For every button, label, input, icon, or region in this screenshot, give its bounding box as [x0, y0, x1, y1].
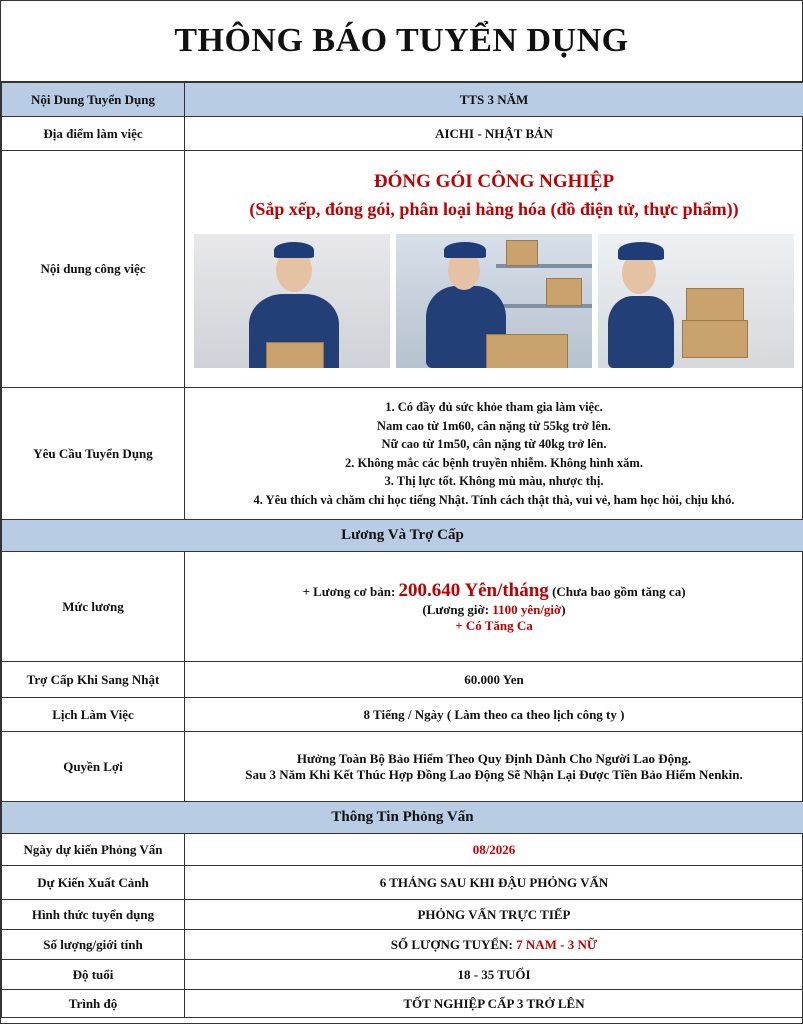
row-label: Quyền Lợi: [2, 732, 185, 802]
row-label: Hình thức tuyển dụng: [2, 900, 185, 930]
row-trinh-do: [2, 990, 803, 1018]
row-label: Yêu Cầu Tuyển Dụng: [2, 388, 185, 520]
job-title: ĐÓNG GÓI CÔNG NGHIỆP: [373, 170, 615, 192]
row-label: Ngày dự kiến Phỏng Vấn: [2, 834, 185, 866]
row-value: [185, 732, 803, 802]
row-value: PHỎNG VẤN TRỰC TIẾP: [185, 900, 803, 930]
row-value: AICHI - NHẬT BẢN: [185, 117, 803, 151]
row-lich-lam: [2, 698, 803, 732]
row-value: 08/2026: [185, 834, 803, 866]
row-value: 60.000 Yen: [185, 662, 803, 698]
section-title: Lương Và Trợ Cấp: [2, 520, 803, 552]
worker-holding-box-photo: [194, 234, 390, 368]
row-value: 18 - 35 TUỔI: [185, 960, 803, 990]
row-value: [185, 151, 803, 388]
row-label: Trình độ: [2, 990, 185, 1018]
row-value: SỐ LƯỢNG TUYỂN: 7 NAM - 3 NỮ: [185, 930, 803, 960]
row-noi-dung: [2, 83, 803, 117]
job-subtitle: (Sắp xếp, đóng gói, phân loại hàng hóa (đồ điện tử, thực phẩm)): [249, 198, 739, 219]
row-value: [185, 552, 803, 662]
row-label: Địa điểm làm việc: [2, 117, 185, 151]
req-line: Nam cao từ 1m60, cân nặng từ 55kg trở lên.: [376, 418, 612, 433]
info-table: [1, 82, 803, 1018]
quantity-value: 7 NAM - 3 NỮ: [516, 936, 598, 952]
row-quyen-loi: [2, 732, 803, 802]
row-hinh-thuc: [2, 900, 803, 930]
worker-taping-box-photo: [598, 234, 794, 368]
row-so-luong: [2, 930, 803, 960]
row-do-tuoi: [2, 960, 803, 990]
row-label: Số lượng/giới tính: [2, 930, 185, 960]
row-value: 8 Tiếng / Ngày ( Làm theo ca theo lịch công ty ): [185, 698, 803, 732]
hourly-line: (Lương giờ: 1100 yên/giờ): [422, 601, 566, 617]
page-title: THÔNG BÁO TUYỂN DỤNG: [1, 1, 802, 82]
row-tro-cap: [2, 662, 803, 698]
row-value: 6 THÁNG SAU KHI ĐẬU PHỎNG VẤN: [185, 866, 803, 900]
req-line: 4. Yêu thích và chăm chỉ học tiếng Nhật. Tính cách thật thà, vui vẻ, ham học hỏi, chịu khó.: [253, 492, 735, 507]
row-ngay-pv: [2, 834, 803, 866]
benefit-line: Sau 3 Năm Khi Kết Thúc Hợp Đồng Lao Động Sẽ Nhận Lại Được Tiền Bảo Hiểm Nenkin.: [245, 766, 743, 782]
row-label: Nội Dung Tuyển Dụng: [2, 83, 185, 117]
overtime-line: + Có Tăng Ca: [455, 617, 533, 633]
section-phong-van: [2, 802, 803, 834]
row-label: Trợ Cấp Khi Sang Nhật: [2, 662, 185, 698]
row-xuat-canh: [2, 866, 803, 900]
req-line: 1. Có đầy đủ sức khỏe tham gia làm việc.: [385, 400, 603, 414]
job-photos: [191, 234, 797, 368]
section-luong: [2, 520, 803, 552]
row-label: Dự Kiến Xuất Cảnh: [2, 866, 185, 900]
row-label: Nội dung công việc: [2, 151, 185, 388]
benefit-line: Hưởng Toàn Bộ Bảo Hiểm Theo Quy Định Dành Cho Người Lao Động.: [296, 750, 692, 766]
salary-line: + Lương cơ bản: 200.640 Yên/tháng (Chưa bao gồm tăng ca): [302, 579, 686, 601]
req-line: Nữ cao từ 1m50, cân nặng từ 40kg trở lên.: [381, 437, 607, 451]
row-value: TTS 3 NĂM: [185, 83, 803, 117]
warehouse-packing-photo: [396, 234, 592, 368]
row-yeu-cau: [2, 388, 803, 520]
row-muc-luong: [2, 552, 803, 662]
section-title: Thông Tin Phỏng Vấn: [2, 802, 803, 834]
row-label: Độ tuổi: [2, 960, 185, 990]
row-value: [185, 388, 803, 520]
row-dia-diem: [2, 117, 803, 151]
hourly-amount: 1100 yên/giờ: [492, 601, 562, 617]
salary-amount: 200.640 Yên/tháng: [398, 579, 549, 601]
req-line: 2. Không mắc các bệnh truyền nhiễm. Không hình xăm.: [345, 455, 643, 470]
row-value: TỐT NGHIỆP CẤP 3 TRỞ LÊN: [185, 990, 803, 1018]
req-line: 3. Thị lực tốt. Không mù màu, nhược thị.: [384, 474, 604, 488]
row-label: Lịch Làm Việc: [2, 698, 185, 732]
row-label: Mức lương: [2, 552, 185, 662]
row-cong-viec: [2, 151, 803, 388]
